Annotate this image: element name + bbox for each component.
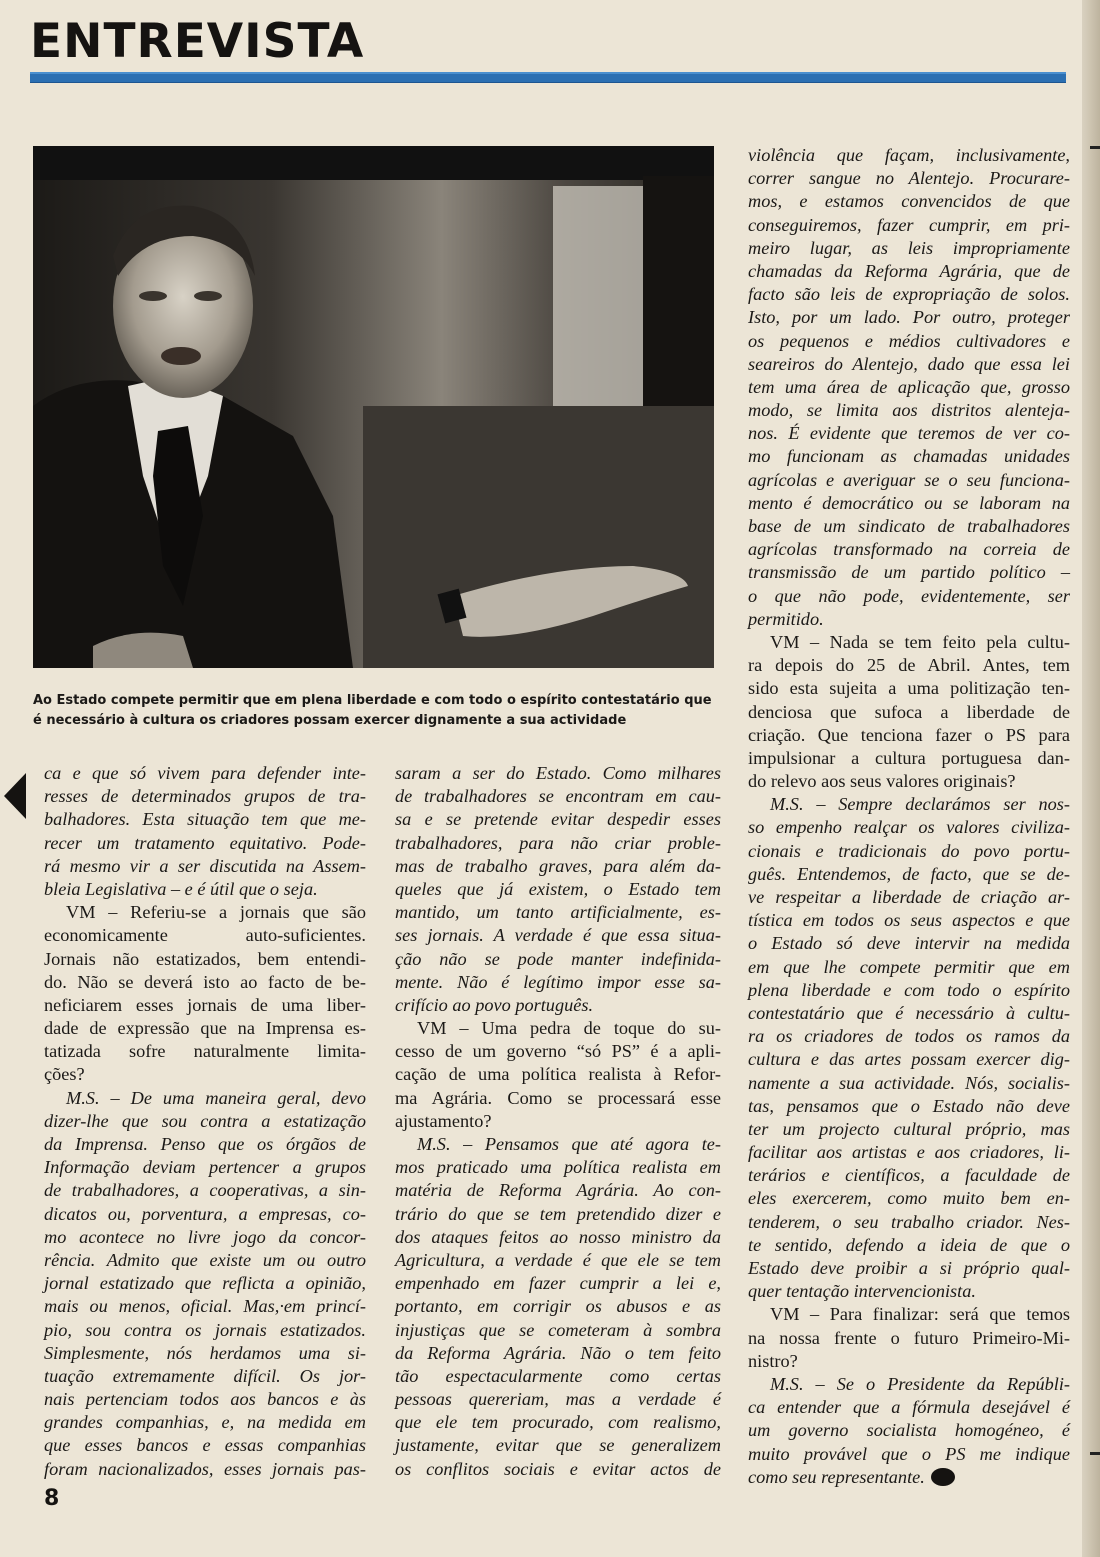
text-line: ve respeitar a liberdade de criação ar- [748, 887, 1070, 907]
page-number: 8 [44, 1486, 60, 1511]
text-line: Isto, por um lado. Por outro, proteger [748, 307, 1070, 328]
margin-mark [1090, 146, 1100, 149]
margin-mark [1090, 1452, 1100, 1455]
text-line: o Estado só deve intervir na medida [748, 933, 1070, 954]
text-line: de trabalhadores, a cooperativas, a sin- [44, 1180, 366, 1201]
text-line: VM – Para finalizar: será que temos [770, 1304, 1070, 1325]
text-line: ca entender que a fórmula desejável é [748, 1397, 1070, 1418]
text-line: base de um sindicato de trabalhadores [748, 516, 1070, 536]
text-line: M.S. – De uma maneira geral, devo [66, 1087, 366, 1108]
text-line: te sentido, defendo a ideia de que o [748, 1234, 1070, 1255]
text-line: ra os criadores de todos os ramos da [748, 1026, 1070, 1047]
text-line: namente a sua actividade. Nós, socialis- [748, 1072, 1070, 1093]
text-line: mantido, um tanto artificialmente, es- [395, 902, 721, 923]
text-line: do. Não se deverá isto ao facto de be- [44, 971, 366, 992]
text-line: meiro lugar, as leis impropriamente [748, 237, 1070, 258]
text-line: correr sangue no Alentejo. Procurare- [748, 168, 1070, 189]
text-line: denciosa que sufoca a liberdade de [748, 701, 1070, 722]
text-line: na nossa frente o futuro Primeiro-Mi- [748, 1327, 1070, 1348]
text-line: os conflitos sociais e evitar actos de [395, 1458, 721, 1479]
text-line: nos. É evidente que teremos de ver co- [748, 423, 1070, 444]
text-line: seareiros do Alentejo, dado que essa lei [748, 353, 1070, 374]
text-line: M.S. – Sempre declarámos ser nos- [770, 794, 1070, 815]
text-line: foram nacionalizados, esses jornais pas- [44, 1458, 366, 1479]
text-line: facilitar aos artistas e aos criadores, li- [748, 1142, 1070, 1163]
caption-line: Ao Estado compete permitir que em plena liberdade e com todo o espírito contestatário que [33, 693, 712, 708]
text-line: so empenho realçar os valores civiliza- [748, 817, 1070, 838]
text-line: ajustamento? [395, 1110, 492, 1131]
text-line: ca e que só vivem para defender inte- [44, 763, 366, 783]
text-line: pessoas quereriam, mas a verdade é [395, 1389, 721, 1410]
text-line: guês. Entendemos, de facto, que se de- [748, 863, 1070, 884]
text-line: Agricultura, a verdade é que ele se tem [395, 1249, 721, 1270]
text-line: facto são leis de expropriação de solos. [748, 284, 1070, 305]
text-line: recer um tratamento equitativo. Pode- [44, 832, 366, 853]
text-line: rá mesmo vir a ser discutida na Assem- [44, 855, 366, 876]
text-line: ra depois do 25 de Abril. Antes, tem [748, 655, 1070, 676]
section-title: ENTREVISTA [30, 14, 365, 69]
text-line: mente. Não é legítimo impor esse sa- [395, 971, 721, 992]
text-line: mo acontece no livre jogo da concor- [44, 1226, 366, 1247]
text-line: modo, se limita aos distritos alenteja- [748, 400, 1070, 421]
text-line: bleia Legislativa – e é útil que o seja. [44, 878, 318, 899]
text-line: ter um projecto cultural próprio, mas [748, 1118, 1070, 1139]
text-line: mos praticado uma política realista em [395, 1157, 721, 1178]
text-line: nistro? [748, 1350, 798, 1371]
text-line: tem uma área de aplicação que, grosso [748, 376, 1070, 397]
text-line: injustiças que se cometeram à sombra [395, 1319, 721, 1340]
text-line: agrícolas e averiguar se o seu funciona- [748, 469, 1070, 490]
text-line: Jornais não estatizados, bem entendi- [44, 948, 366, 969]
photo-caption [33, 691, 723, 731]
continuation-arrow-icon [4, 773, 26, 819]
text-line: VM – Referiu-se a jornais que são [66, 902, 366, 923]
text-line: mento é democrático ou se laboram na [748, 492, 1070, 513]
text-line: saram a ser do Estado. Como milhares [395, 763, 721, 783]
text-line: sa e se pretende evitar despedir esses [395, 809, 721, 830]
text-line: tão espectacularmente como certas [395, 1365, 721, 1386]
text-line: tística em todos os seus aspectos e que [748, 910, 1070, 931]
text-line: como seu representante. [748, 1466, 1070, 1489]
text-line: M.S. – Se o Presidente da Repúbli- [770, 1373, 1070, 1394]
text-line: de trabalhadores se encontram em cau- [395, 786, 721, 807]
text-line: agrícolas transformado na correia de [748, 539, 1070, 560]
text-line: criação. Que tenciona fazer o PS para [748, 724, 1070, 745]
text-line: rência. Admito que existe um ou outro [44, 1249, 366, 1270]
text-line: terários e científicos, a faculdade de [748, 1165, 1070, 1186]
text-line: um governo socialista homogéneo, é [748, 1420, 1070, 1441]
end-of-article-icon [931, 1468, 955, 1486]
text-line: conseguiremos, fazer cumprir, em pri- [748, 214, 1070, 235]
text-line: impulsionar a cultura portuguesa dan- [748, 747, 1070, 768]
text-line: contestatário que é necessário à cultu- [748, 1002, 1070, 1023]
text-line: cação de uma política realista à Refor- [395, 1064, 721, 1085]
text-line: mas de trabalho graves, para além da- [395, 855, 721, 876]
text-line: mais ou menos, oficial. Mas,·em princí- [44, 1296, 366, 1317]
text-line: dizer-lhe que sou contra a estatização [44, 1110, 366, 1131]
text-line: permitido. [748, 608, 824, 629]
interview-photo [33, 146, 714, 668]
text-line: cionais e tradicionais do povo portu- [748, 840, 1070, 861]
text-line: os pequenos e médios cultivadores e [748, 330, 1070, 351]
text-line: ma Agrária. Como se processará esse [395, 1087, 721, 1108]
text-line: queles que já existem, o Estado tem [395, 878, 721, 899]
text-line: trário do que se tem pretendido dizer e [395, 1203, 721, 1224]
text-line: matéria de Reforma Agrária. Ao con- [395, 1180, 721, 1201]
text-line: dade de expressão que na Imprensa es- [44, 1018, 366, 1039]
text-line: que ele tem procurado, com realismo, [395, 1412, 721, 1433]
text-line: que esses bancos e essas companhias [44, 1435, 366, 1456]
text-line: balhadores. Esta situação tem que me- [44, 809, 366, 830]
text-line: muito provável que o PS me indique [748, 1443, 1070, 1464]
text-line: o que não pode, evidentemente, ser [748, 585, 1070, 606]
text-line: tas, pensamos que o Estado não deve [748, 1095, 1070, 1116]
text-line: crifício ao povo português. [395, 994, 594, 1015]
text-line: sido esta sujeita a uma politização ten- [748, 678, 1070, 699]
text-line: VM – Uma pedra de toque do su- [417, 1018, 721, 1039]
caption-line: é necessário à cultura os criadores possam exercer dignamente a sua actividade [33, 713, 627, 728]
article-column-middle [395, 762, 721, 1481]
text-line: da Reforma Agrária. Não o tem feito [395, 1342, 721, 1363]
text-line: mos, e estamos convencidos de que [748, 191, 1070, 212]
text-line: resses de determinados grupos de tra- [44, 786, 366, 807]
text-line: justamente, evitar que se generalizem [395, 1435, 721, 1456]
text-line: Informação deviam pertencer a grupos [44, 1157, 366, 1178]
text-line: empenhado em fazer cumprir a lei e, [395, 1273, 721, 1294]
text-line: mo funcionam as chamadas unidades [748, 446, 1070, 467]
text-line: ções? [44, 1064, 85, 1085]
article-column-left [44, 762, 366, 1481]
text-line: dicatos ou, porventura, a empresas, co- [44, 1203, 366, 1224]
text-line: ses jornais. A verdade é que essa situa- [395, 925, 721, 946]
text-line: tenderem, o seu trabalho criador. Nes- [748, 1211, 1070, 1232]
text-line: Estado deve proibir a si próprio qual- [748, 1258, 1070, 1278]
text-line: Simplesmente, nós herdamos uma si- [44, 1342, 366, 1363]
text-line: grandes companhias, e, na medida em [44, 1412, 366, 1433]
text-line: quer tentação intervencionista. [748, 1281, 976, 1302]
text-line: neficiarem esses jornais de uma liber- [44, 994, 366, 1015]
text-line: transmissão de um partido político – [748, 562, 1070, 583]
text-line: portanto, em corrigir os abusos e as [395, 1296, 721, 1317]
text-line: nais pertenciam todos aos bancos e às [44, 1389, 366, 1410]
text-line: tatizada sofre naturalmente limita- [44, 1041, 366, 1062]
text-line: jornal estatizado que reflicta a opinião, [44, 1273, 366, 1294]
header-rule [30, 72, 1066, 83]
text-line: pio, sou contra os jornais estatizados. [44, 1319, 366, 1340]
text-line: VM – Nada se tem feito pela cultu- [770, 631, 1070, 652]
article-column-right [748, 144, 1070, 1489]
text-line: eles exercerem, como muito bem en- [748, 1188, 1070, 1209]
text-line: M.S. – Pensamos que até agora te- [417, 1134, 721, 1154]
text-line: do relevo aos seus valores originais? [748, 771, 1016, 792]
text-line: plena liberdade e com todo o espírito [748, 979, 1070, 1000]
text-line: economicamente auto-suficientes. [44, 925, 366, 946]
text-line: chamadas da Reforma Agrária, que de [748, 260, 1070, 281]
text-line: ção não se pode manter indefinida- [395, 948, 721, 969]
text-line: violência que façam, inclusivamente, [748, 145, 1070, 165]
text-line: cultura e das artes possam exercer dig- [748, 1049, 1070, 1070]
text-line: cesso de um governo “só PS” é a apli- [395, 1041, 721, 1062]
text-line: trabalhadores, para não criar proble- [395, 832, 721, 853]
text-line: em que lhe compete permitir que em [748, 956, 1070, 977]
page-edge-shadow [1082, 0, 1100, 1557]
text-line: dos ataques feitos ao nosso ministro da [395, 1226, 721, 1247]
text-line: tuação extremamente difícil. Os jor- [44, 1365, 366, 1386]
text-line: da Imprensa. Penso que os órgãos de [44, 1134, 366, 1154]
